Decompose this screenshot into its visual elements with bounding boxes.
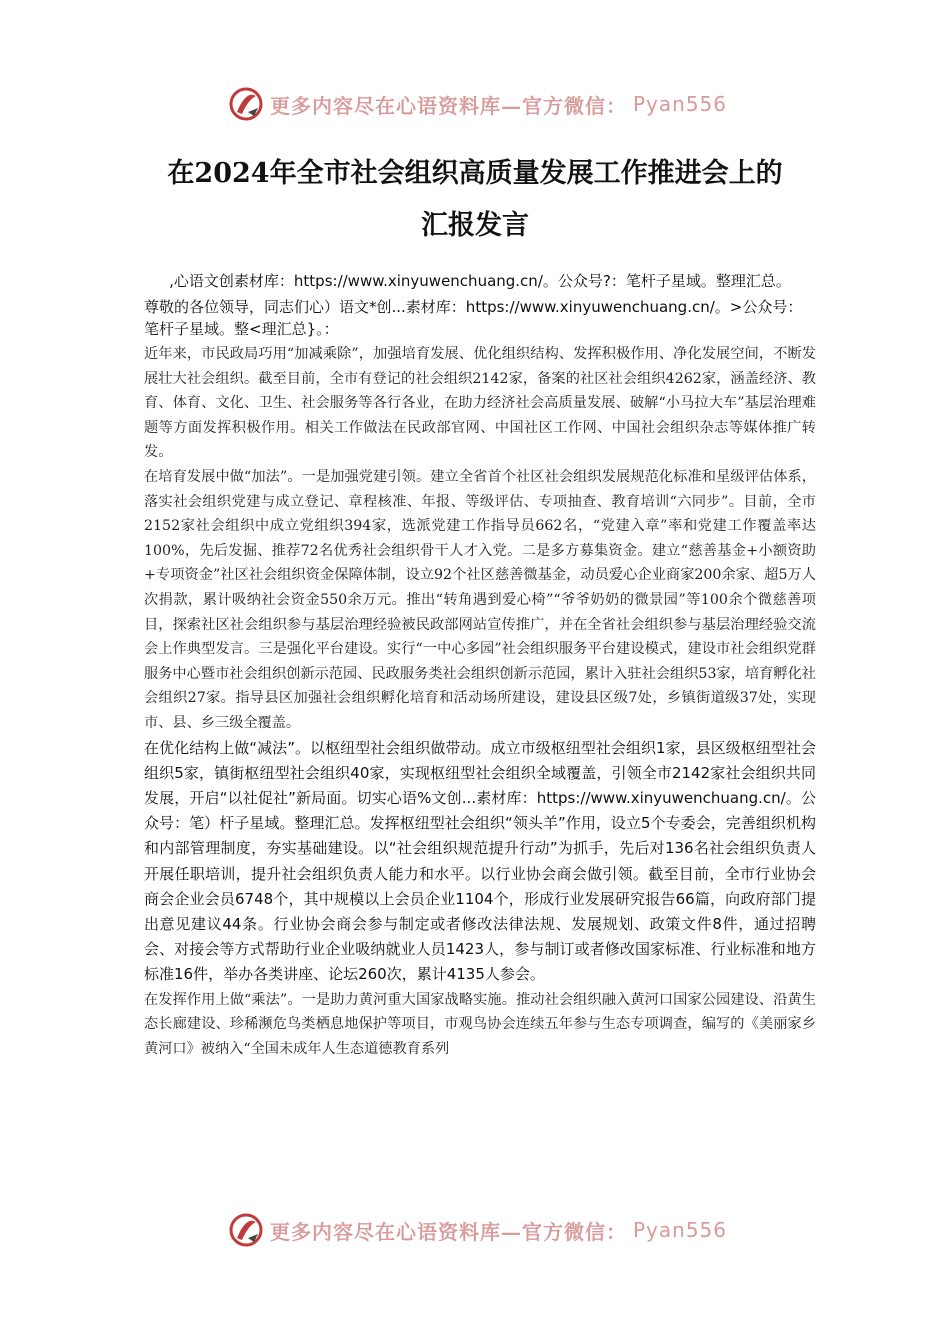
- logo-icon: [228, 86, 264, 122]
- document-body: [144, 270, 816, 1061]
- paragraph-intro: 近年来，市民政局巧用“加减乘除”，加强培育发展、优化组织结构、发挥积极作用、净化发展空间，不断发展壮大社会组织。截至目前，全市有登记的社会组织2142家，备案的社区社会组织4262家，涵盖经济、教育、体育、文化、卫生、社会服务等各行各业，在助力经济社会高质量发展、破解“小马拉大车”基层治理难题等方面发挥积极作用。相关工作做法在民政部官网、中国社区工作网、中国社会组织杂志等媒体推广转发。: [144, 346, 816, 461]
- banner-wechat-id: Pyan556: [633, 1218, 728, 1242]
- source-note: ,心语文创素材库：https://www.xinyuwenchuang.cn/。公众号?：笔杆子星域。整理汇总。: [169, 272, 791, 290]
- document-title: [100, 148, 850, 252]
- banner-wechat-id: Pyan556: [633, 92, 728, 116]
- paragraph-subtraction: 在优化结构上做“减法”。以枢纽型社会组织做带动。成立市级枢纽型社会组织1家，县区级枢纽型社会组织5家，镇街枢纽型社会组织40家，实现枢纽型社会组织全域覆盖，引领全市2142家社会组织共同发展，开启“以社促社”新局面。切实心语%文创...素材库：https://www.xinyuwenchuang.cn/。公众号：笔）杆子星域。整理汇总。发挥枢纽型社会组织“领头羊”作用，设立5个专委会，完善组织机构和内部管理制度，夯实基础建设。以“社会组织规范提升行动”为抓手，先后对136名社会组织负责人开展任职培训，提升社会组织负责人能力和水平。以行业协会商会做引领。截至目前，全市行业协会商会企业会员6748个，其中规模以上会员企业1104个，形成行业发展研究报告66篇，向政府部门提出意见建议44条。行业协会商会参与制定或者修改法律法规、发展规划、政策文件8件，通过招聘会、对接会等方式帮助行业企业吸纳就业人员1423人，参与制订或者修改国家标准、行业标准和地方标准16件，举办各类讲座、论坛260次，累计4135人参会。: [144, 738, 816, 984]
- header-banner: [228, 84, 728, 124]
- paragraph-addition: 在培育发展中做“加法”。一是加强党建引领。建立全省首个社区社会组织发展规范化标准和星级评估体系，落实社会组织党建与成立登记、章程核准、年报、等级评估、专项抽查、教育培训“六同步”。目前，全市2152家社会组织中成立党组织394家，选派党建工作指导员662名，“党建入章”率和党建工作覆盖率达100%，先后发掘、推荐72名优秀社会组织骨干人才入党。二是多方募集资金。建立“慈善基金+小额资助+专项资金”社区社会组织资金保障体制，设立92个社区慈善微基金，动员爱心企业商家200余家、超5万人次捐款，累计吸纳社会资金550余万元。推出“转角遇到爱心椅”“爷爷奶奶的微景园”等100余个微慈善项目，探索社区社会组织参与基层治理经验被民政部网站宣传推广，并在全省社会组织参与基层治理经验交流会上作典型发言。三是强化平台建设。实行“一中心多园”社会组织服务平台建设模式，建设市社会组织党群服务中心暨市社会组织创新示范园、民政服务类社会组织创新示范园，累计入驻社会组织53家，培育孵化社会组织27家。指导县区加强社会组织孵化培育和活动场所建设，建设县区级7处，乡镇街道级37处，实现市、县、乡三级全覆盖。: [144, 468, 816, 731]
- greeting: 尊敬的各位领导，同志们心）语文*创...素材库：https://www.xinyuwenchuang.cn/。>公众号：笔杆子星域。整<理汇总}。：: [144, 298, 803, 338]
- title-line-1: 在2024年全市社会组织高质量发展工作推进会上的: [167, 158, 783, 189]
- footer-banner: [228, 1210, 728, 1250]
- title-line-2: 汇报发言: [421, 210, 529, 241]
- banner-text: 更多内容尽在心语资料库—官方微信：: [270, 93, 627, 118]
- paragraph-multiplication: 在发挥作用上做“乘法”。一是助力黄河重大国家战略实施。推动社会组织融入黄河口国家公园建设、沿黄生态长廊建设、珍稀濒危鸟类栖息地保护等项目，市观鸟协会连续五年参与生态专项调查，编写的《美丽家乡黄河口》被纳入“全国未成年人生态道德教育系列: [144, 991, 816, 1057]
- logo-icon: [228, 1212, 264, 1248]
- banner-text: 更多内容尽在心语资料库—官方微信：: [270, 1219, 627, 1244]
